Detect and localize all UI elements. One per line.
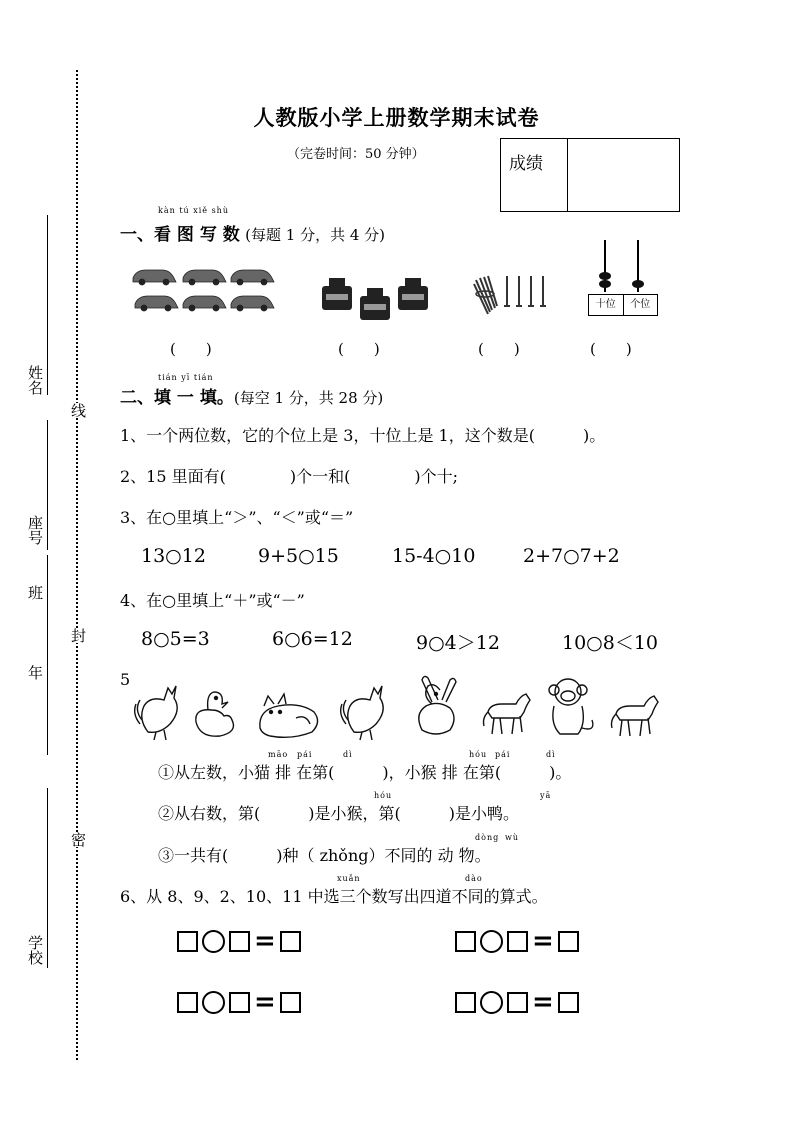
operator-circle[interactable] xyxy=(480,930,503,953)
seal-secret-label: 密 xyxy=(69,832,87,847)
sticks-picture xyxy=(470,268,555,318)
q6-pinyin-xuan: xuǎn xyxy=(337,874,361,883)
number-box[interactable] xyxy=(177,931,198,952)
page-title: 人教版小学上册数学期末试卷 xyxy=(253,106,540,130)
operator-circle[interactable] xyxy=(480,991,503,1014)
q3-item-2: 9+5○15 xyxy=(258,545,339,567)
q4-item-1: 8○5=3 xyxy=(141,628,210,650)
equation-blank-2[interactable] xyxy=(455,926,579,956)
equation-blank-4[interactable] xyxy=(455,987,579,1017)
score-label: 成绩 xyxy=(509,154,543,174)
section2-heading xyxy=(120,383,383,408)
question-5a: ①从左数，小猫 排 在第( )，小猴 排 在第( )。 xyxy=(158,763,572,782)
question-4: 4、在○里填上“＋”或“－” xyxy=(120,591,305,610)
single-stick-icon xyxy=(516,276,522,306)
question-5b: ②从右数，第( )是小猴，第( )是小鸭。 xyxy=(158,804,519,823)
school-underline xyxy=(47,788,48,968)
abacus-ones-label: 个位 xyxy=(630,299,651,310)
rooster-icon xyxy=(341,686,384,740)
score-box xyxy=(500,138,680,212)
number-box[interactable] xyxy=(507,992,528,1013)
q5a-pinyin-mao: māo xyxy=(268,750,289,759)
horse-icon xyxy=(612,696,659,736)
result-box[interactable] xyxy=(280,992,301,1013)
name-underline xyxy=(47,215,48,395)
car-icon xyxy=(231,296,274,311)
operator-circle[interactable] xyxy=(202,991,225,1014)
class-label: 班 xyxy=(26,585,44,600)
q4-item-4: 10○8＜10 xyxy=(562,632,659,654)
q5a-pinyin-di2: dì xyxy=(546,750,556,759)
score-box-divider xyxy=(567,139,568,211)
q4-item-3: 9○4＞12 xyxy=(416,632,500,654)
number-box[interactable] xyxy=(229,992,250,1013)
result-box[interactable] xyxy=(558,931,579,952)
question-5-number: 5 xyxy=(120,670,131,689)
abacus-rods xyxy=(588,238,658,294)
cat-icon xyxy=(260,694,318,737)
section2-label: 二、填 一 填。 xyxy=(120,388,234,408)
section1-pinyin: kàn tú xiě shù xyxy=(158,206,229,215)
equation-blank-3[interactable] xyxy=(177,987,301,1017)
operator-circle[interactable] xyxy=(202,930,225,953)
q4-item-2: 6○6=12 xyxy=(272,628,353,650)
class-underline xyxy=(47,555,48,755)
cars-picture xyxy=(130,264,280,316)
number-box[interactable] xyxy=(229,931,250,952)
single-stick-icon xyxy=(504,276,510,306)
equation-blank-1[interactable] xyxy=(177,926,301,956)
page-subtitle: （完卷时间：50 分钟） xyxy=(287,147,425,162)
q5b-pinyin-hou: hóu xyxy=(374,791,393,800)
single-stick-icon xyxy=(528,276,534,306)
section2-note: (每空 1 分，共 28 分) xyxy=(233,389,384,407)
section1-heading xyxy=(120,220,385,245)
duck-icon xyxy=(196,692,234,736)
question-1: 1、一个两位数，它的个位上是 3，十位上是 1，这个数是( )。 xyxy=(120,426,606,445)
ink-bottles-picture xyxy=(320,272,435,320)
q3-item-1: 13○12 xyxy=(141,545,206,567)
question-2: 2、15 里面有( )个一和( )个十; xyxy=(120,467,458,486)
answer-blank-1[interactable]: ( ) xyxy=(170,340,212,358)
result-box[interactable] xyxy=(280,931,301,952)
number-box[interactable] xyxy=(507,931,528,952)
equals-sign: = xyxy=(532,987,554,1017)
question-3: 3、在○里填上“＞”、“＜”或“＝” xyxy=(120,508,354,527)
rabbit-icon xyxy=(419,676,456,734)
question-5c: ③一共有( )种（ zhǒng）不同的 动 物。 xyxy=(158,846,491,865)
q3-item-3: 15-4○10 xyxy=(392,545,476,567)
q5a-pinyin-hou: hóu xyxy=(469,750,488,759)
car-icon xyxy=(135,296,178,311)
binding-dotted-line xyxy=(76,70,78,1060)
q5a-pinyin-pai: pái xyxy=(297,750,313,759)
school-label: 学校 xyxy=(26,935,44,965)
car-icon xyxy=(183,270,226,285)
grade-label: 年 xyxy=(26,665,44,680)
single-stick-icon xyxy=(540,276,546,306)
monkey-icon xyxy=(549,679,593,734)
car-icon xyxy=(133,270,176,285)
q6-pinyin-dao: dào xyxy=(465,874,483,883)
abacus-picture xyxy=(588,238,658,316)
car-icon xyxy=(183,296,226,311)
seat-underline xyxy=(47,420,48,550)
seat-label: 座号 xyxy=(26,515,44,545)
seal-line-label: 线 xyxy=(69,403,87,418)
answer-blank-2[interactable]: ( ) xyxy=(338,340,380,358)
result-box[interactable] xyxy=(558,992,579,1013)
horse-icon xyxy=(484,694,531,734)
answer-blank-3[interactable]: ( ) xyxy=(478,340,520,358)
equals-sign: = xyxy=(532,926,554,956)
q3-item-4: 2+7○7+2 xyxy=(523,545,620,567)
section2-pinyin: tián yī tián xyxy=(158,373,214,382)
animals-picture xyxy=(130,674,670,742)
section1-note: (每题 1 分，共 4 分) xyxy=(245,226,386,244)
section1-label: 一、看 图 写 数 xyxy=(120,225,240,245)
q5a-pinyin-di: dì xyxy=(343,750,353,759)
rooster-icon xyxy=(135,686,178,740)
number-box[interactable] xyxy=(177,992,198,1013)
number-box[interactable] xyxy=(455,931,476,952)
ink-bottle-icon xyxy=(360,288,390,320)
car-icon xyxy=(231,270,274,285)
answer-blank-4[interactable]: ( ) xyxy=(590,340,632,358)
ink-bottle-icon xyxy=(322,278,352,310)
ink-bottle-icon xyxy=(398,278,428,310)
q5b-pinyin-ya: yā xyxy=(540,791,552,800)
number-box[interactable] xyxy=(455,992,476,1013)
q5c-pinyin-wu: wù xyxy=(505,833,519,842)
q5a-pinyin-pai2: pái xyxy=(495,750,511,759)
abacus-base xyxy=(588,294,658,316)
name-label: 姓名 xyxy=(26,365,44,395)
equals-sign: = xyxy=(254,987,276,1017)
stick-bundle-icon xyxy=(474,276,497,314)
seal-seal-label: 封 xyxy=(69,628,87,643)
q5c-pinyin-dong: dòng xyxy=(475,833,500,842)
question-6: 6、从 8、9、2、10、11 中选三个数写出四道不同的算式。 xyxy=(120,887,548,906)
equals-sign: = xyxy=(254,926,276,956)
abacus-tens-label: 十位 xyxy=(589,295,624,315)
